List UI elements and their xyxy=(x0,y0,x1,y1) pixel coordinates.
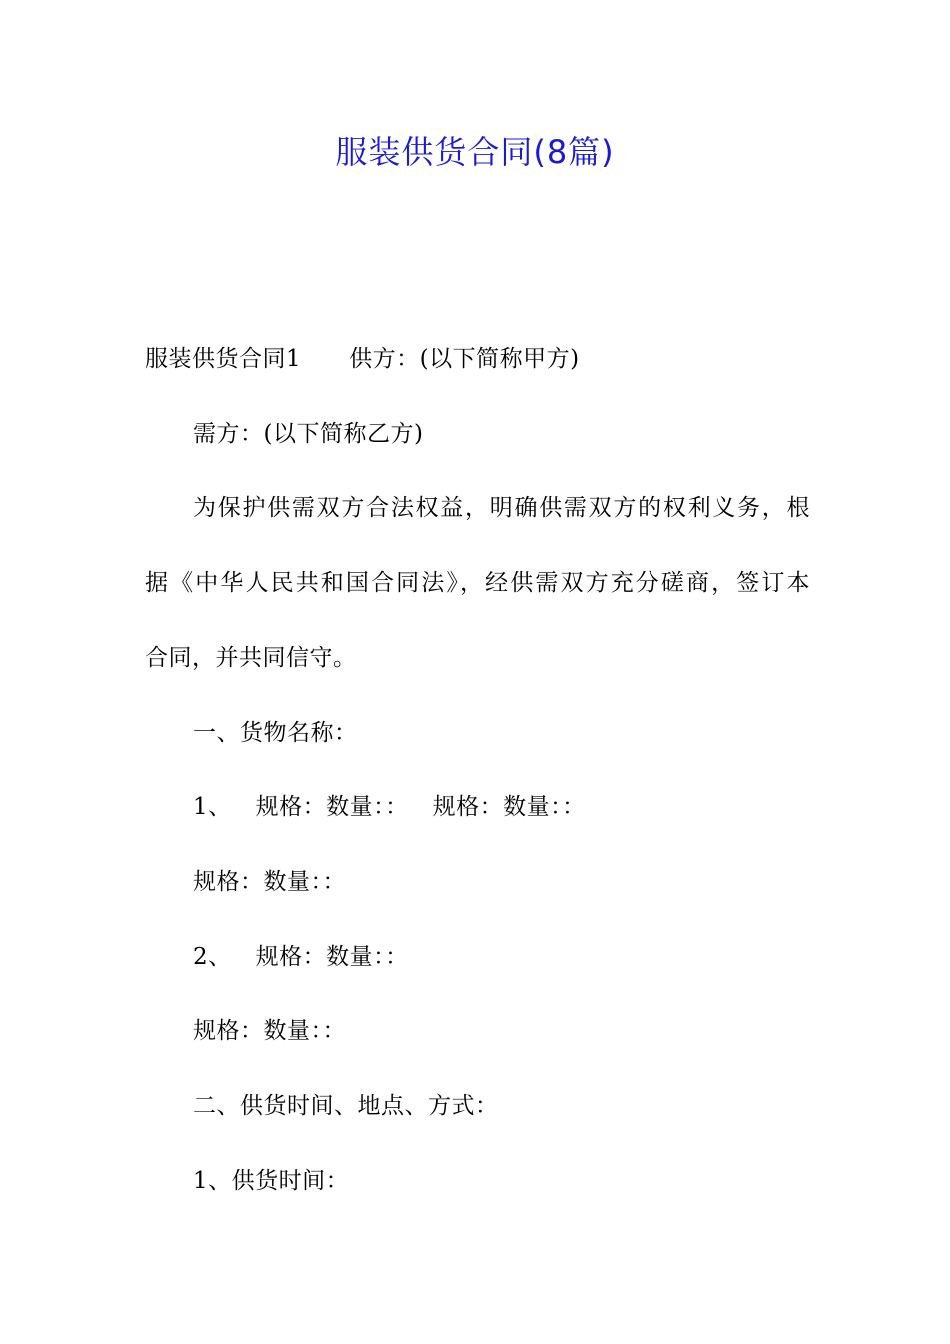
item-number: 1、 xyxy=(193,794,232,820)
spec-quantity: 规格：数量：： xyxy=(255,944,409,970)
preamble-line-2: 据《中华人民共和国合同法》，经供需双方充分磋商，签订本 xyxy=(145,570,810,596)
preamble-line-3: 合同，并共同信守。 xyxy=(145,645,357,671)
section-2-title: 二、供货时间、地点、方式： xyxy=(193,1093,499,1119)
section-2-item-1: 1、供货时间： xyxy=(193,1168,350,1194)
contract-heading-label: 服装供货合同1 xyxy=(145,346,302,372)
buyer-label: 需方：(以下简称乙方) xyxy=(193,421,424,447)
section-1-item-1-cont: 规格：数量：： xyxy=(193,869,346,895)
item-number: 2、 xyxy=(193,944,232,970)
document-title: 服装供货合同(8篇) xyxy=(335,133,615,171)
section-1-item-2-cont: 规格：数量：： xyxy=(193,1018,346,1044)
spec-quantity: 规格：数量：： xyxy=(255,794,409,820)
spec-quantity: 规格：数量：： xyxy=(432,794,586,820)
section-1-title: 一、货物名称： xyxy=(193,720,358,746)
section-1-item-2 xyxy=(193,939,810,975)
contract-heading-line xyxy=(145,341,810,377)
preamble-line-1: 为保护供需双方合法权益，明确供需双方的权利义务，根 xyxy=(193,495,810,521)
supplier-label: 供方：(以下简称甲方) xyxy=(349,346,580,372)
section-1-item-1 xyxy=(193,789,810,825)
